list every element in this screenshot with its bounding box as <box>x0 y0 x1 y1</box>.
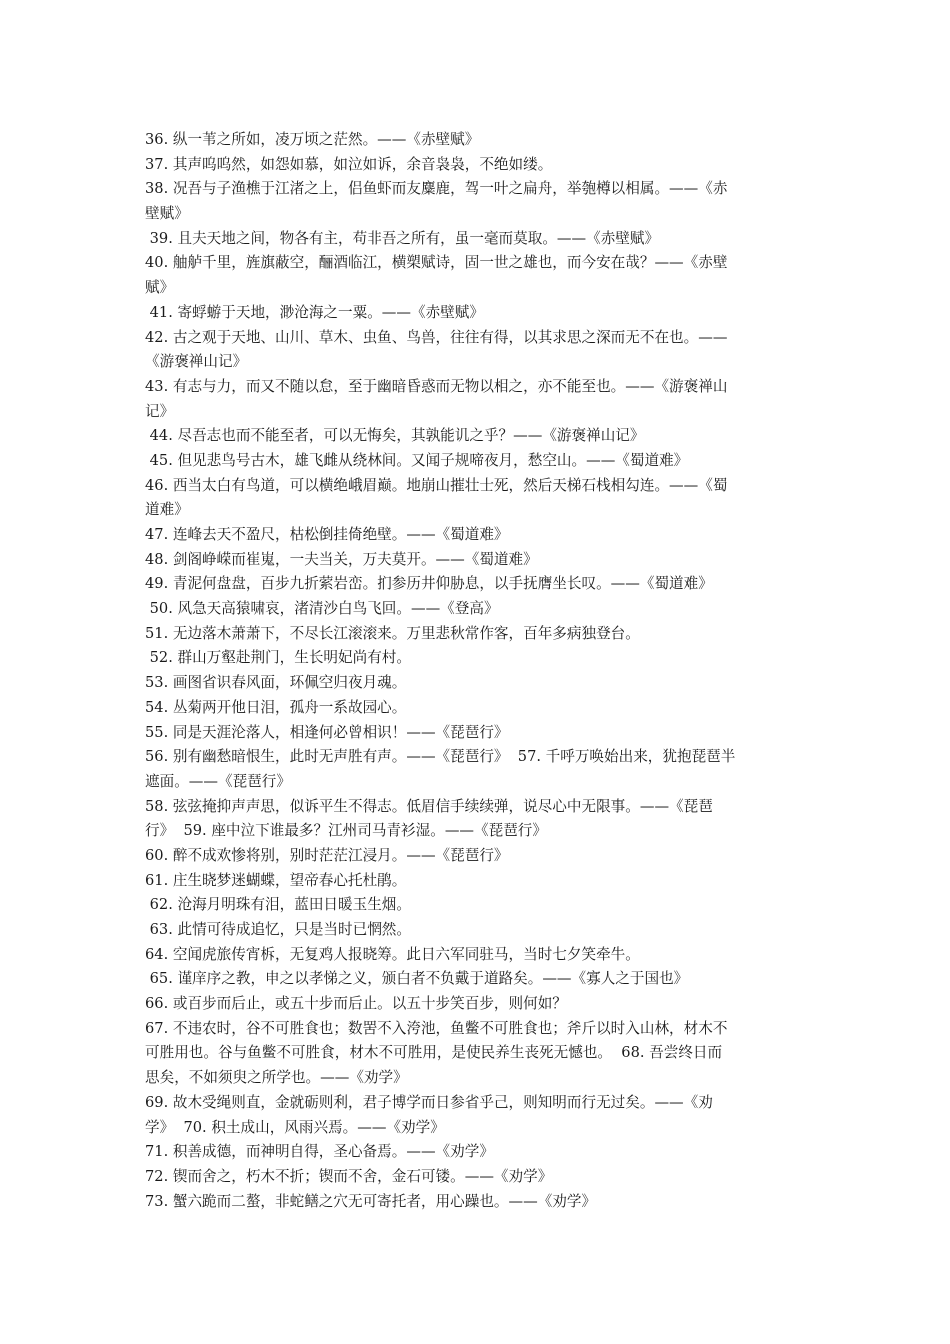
text-line: 思矣，不如须臾之所学也。——《劝学》 <box>145 1069 408 1087</box>
text-line: 49. 青泥何盘盘，百步九折萦岩峦。扪参历井仰胁息，以手抚膺坐长叹。——《蜀道难》 <box>145 575 713 593</box>
text-line: 61. 庄生晓梦迷蝴蝶，望帝春心托杜鹃。 <box>145 871 407 889</box>
text-line: 38. 况吾与子渔樵于江渚之上，侣鱼虾而友麋鹿，驾一叶之扁舟，举匏樽以相属。——《赤 <box>145 180 728 198</box>
text-line: 56. 别有幽愁暗恨生，此时无声胜有声。——《琵琶行》 57. 千呼万唤始出来，犹抱琵琶半 <box>145 748 736 766</box>
text-line: 69. 故木受绳则直，金就砺则利，君子博学而日参省乎己，则知明而行无过矣。——《劝 <box>145 1093 713 1111</box>
text-line: 50. 风急天高猿啸哀，渚清沙白鸟飞回。——《登高》 <box>145 600 499 618</box>
text-line: 66. 或百步而后止，或五十步而后止。以五十步笑百步，则何如？ <box>145 995 567 1013</box>
text-line: 赋》 <box>145 279 175 297</box>
text-line: 67. 不违农时，谷不可胜食也；数罟不入洿池，鱼鳖不可胜食也；斧斤以时入山林，材木不 <box>145 1019 728 1037</box>
text-line: 39. 且夫天地之间，物各有主，苟非吾之所有，虽一毫而莫取。——《赤壁赋》 <box>145 229 660 247</box>
text-line: 42. 古之观于天地、山川、草木、虫鱼、鸟兽，往往有得，以其求思之深而无不在也。—— <box>145 328 728 346</box>
text-line: 52. 群山万壑赴荆门，生长明妃尚有村。 <box>145 649 411 667</box>
text-line: 可胜用也。谷与鱼鳖不可胜食，材木不可胜用，是使民养生丧死无憾也。 68. 吾尝终日而 <box>145 1044 723 1062</box>
text-line: 道难》 <box>145 501 189 519</box>
text-line: 《游褒禅山记》 <box>145 353 248 371</box>
text-line: 37. 其声呜呜然，如怨如慕，如泣如诉，余音袅袅，不绝如缕。 <box>145 155 553 173</box>
text-line: 学》 70. 积土成山，风雨兴焉。——《劝学》 <box>145 1118 445 1136</box>
text-line: 64. 空闻虎旅传宵柝，无复鸡人报晓筹。此日六军同驻马，当时七夕笑牵牛。 <box>145 945 640 963</box>
text-line: 65. 谨庠序之教，申之以孝悌之义，颁白者不负戴于道路矣。——《寡人之于国也》 <box>145 970 689 988</box>
text-line: 45. 但见悲鸟号古木，雄飞雌从绕林间。又闻子规啼夜月，愁空山。——《蜀道难》 <box>145 451 689 469</box>
text-line: 43. 有志与力，而又不随以怠，至于幽暗昏惑而无物以相之，亦不能至也。——《游褒禅山 <box>145 377 728 395</box>
text-line: 41. 寄蜉蝣于天地，渺沧海之一粟。——《赤壁赋》 <box>145 303 484 321</box>
text-line: 46. 西当太白有鸟道，可以横绝峨眉巅。地崩山摧壮士死，然后天梯石栈相勾连。——《蜀 <box>145 476 728 494</box>
text-line: 73. 蟹六跪而二螯，非蛇鳝之穴无可寄托者，用心躁也。——《劝学》 <box>145 1192 597 1210</box>
document-body <box>145 128 813 1214</box>
text-line: 44. 尽吾志也而不能至者，可以无悔矣，其孰能讥之乎？——《游褒禅山记》 <box>145 427 645 445</box>
text-line: 60. 醉不成欢惨将别，别时茫茫江浸月。——《琵琶行》 <box>145 846 509 864</box>
text-line: 63. 此情可待成追忆，只是当时已惘然。 <box>145 921 411 938</box>
text-line: 51. 无边落木萧萧下，不尽长江滚滚来。万里悲秋常作客，百年多病独登台。 <box>145 624 640 642</box>
text-line: 36. 纵一苇之所如，凌万顷之茫然。——《赤壁赋》 <box>145 131 480 148</box>
text-line: 40. 舳舻千里，旌旗蔽空，酾酒临江，横槊赋诗，固一世之雄也，而今安在哉？——《赤壁 <box>145 254 728 272</box>
text-line: 62. 沧海月明珠有泪，蓝田日暖玉生烟。 <box>145 896 411 914</box>
text-line: 71. 积善成德，而神明自得，圣心备焉。——《劝学》 <box>145 1143 494 1161</box>
text-line: 72. 锲而舍之，朽木不折；锲而不舍，金石可镂。——《劝学》 <box>145 1167 553 1185</box>
text-line: 48. 剑阁峥嵘而崔嵬，一夫当关，万夫莫开。——《蜀道难》 <box>145 550 538 568</box>
text-line: 53. 画图省识春风面，环佩空归夜月魂。 <box>145 674 407 692</box>
text-line: 54. 丛菊两开他日泪，孤舟一系故园心。 <box>145 698 407 716</box>
text-line: 47. 连峰去天不盈尺，枯松倒挂倚绝壁。——《蜀道难》 <box>145 526 509 543</box>
text-line: 壁赋》 <box>145 205 189 223</box>
text-line: 行》 59. 座中泣下谁最多？江州司马青衫湿。——《琵琶行》 <box>145 822 547 840</box>
text-line: 遮面。——《琵琶行》 <box>145 772 291 790</box>
text-line: 55. 同是天涯沦落人，相逢何必曾相识！——《琵琶行》 <box>145 723 509 741</box>
text-line: 58. 弦弦掩抑声声思，似诉平生不得志。低眉信手续续弹，说尽心中无限事。——《琵琶 <box>145 797 713 815</box>
text-line: 记》 <box>145 402 175 420</box>
